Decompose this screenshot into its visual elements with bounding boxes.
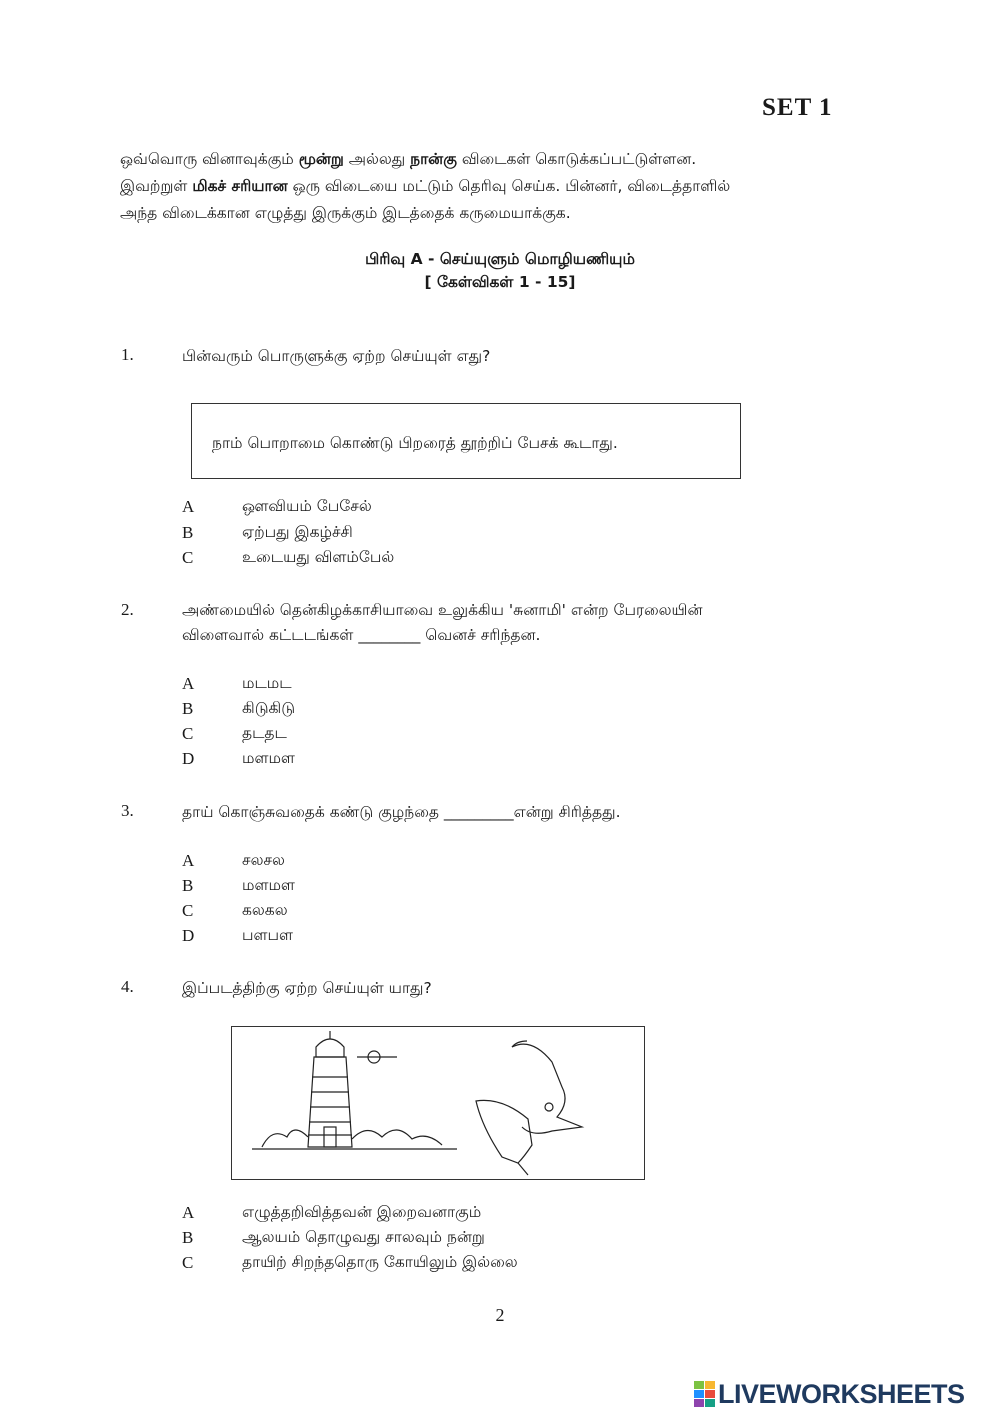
option-text[interactable]: பளபள xyxy=(242,926,294,944)
option-text[interactable]: மளமள xyxy=(242,749,295,767)
option-letter[interactable]: B xyxy=(182,699,194,718)
option-text[interactable]: கலகல xyxy=(242,901,288,919)
liveworksheets-brand: LIVEWORKSHEETS xyxy=(718,1379,965,1409)
question-number: 3. xyxy=(121,801,134,820)
instr-text: ஒவ்வொரு வினாவுக்கும் xyxy=(120,150,299,168)
instr-text: அந்த விடைக்கான எழுத்து இருக்கும் இடத்தைக் கருமையாக்குக. xyxy=(120,204,571,222)
option-letter[interactable]: B xyxy=(182,876,194,895)
temple-prayer-illustration xyxy=(232,1027,644,1179)
liveworksheets-logo[interactable] xyxy=(694,1379,965,1409)
option-text[interactable]: மளமள xyxy=(242,876,295,894)
option-text[interactable]: உடையது விளம்பேல் xyxy=(242,548,395,566)
option-letter[interactable]: D xyxy=(182,749,195,768)
temple-tower-icon xyxy=(308,1057,352,1147)
option-text[interactable]: ஆலயம் தொழுவது சாலவும் நன்று xyxy=(242,1228,485,1246)
instructions xyxy=(120,146,880,227)
option-letter[interactable]: A xyxy=(182,674,195,693)
option-letter[interactable]: C xyxy=(182,1253,194,1272)
option-text[interactable]: சலசல xyxy=(242,851,285,869)
section-subtitle: [ கேள்விகள் 1 - 15] xyxy=(424,273,576,291)
woman-face-icon xyxy=(512,1044,582,1133)
option-text[interactable]: ஏற்பது இகழ்ச்சி xyxy=(242,523,353,541)
meaning-text: நாம் பொறாமை கொண்டு பிறரைத் தூற்றிப் பேசக் கூடாது. xyxy=(212,434,618,452)
option-letter[interactable]: C xyxy=(182,901,194,920)
set-label: SET 1 xyxy=(762,94,833,121)
option-text[interactable]: மடமட xyxy=(242,674,292,692)
praying-hands-icon xyxy=(476,1100,532,1163)
option-text[interactable]: தடதட xyxy=(242,724,287,742)
question-number: 4. xyxy=(121,977,134,996)
question-number: 2. xyxy=(121,600,134,619)
option-letter[interactable]: B xyxy=(182,1228,194,1247)
option-letter[interactable]: B xyxy=(182,523,194,542)
option-text[interactable]: தாயிற் சிறந்ததொரு கோயிலும் இல்லை xyxy=(242,1253,518,1271)
option-text[interactable]: கிடுகிடு xyxy=(242,699,296,717)
question-text: விளைவால் கட்டடங்கள் ________ வெனச் சரிந்தன. xyxy=(182,626,541,644)
option-letter[interactable]: D xyxy=(182,926,195,945)
option-letter[interactable]: A xyxy=(182,497,195,516)
question-text: பின்வரும் பொருளுக்கு ஏற்ற செய்யுள் எது? xyxy=(182,347,491,365)
instr-text: விடைகள் கொடுக்கப்பட்டுள்ளன. xyxy=(456,150,697,168)
option-text[interactable]: ஔவியம் பேசேல் xyxy=(242,497,372,515)
question-text: தாய் கொஞ்சுவதைக் கண்டு குழந்தை _________என்று சிரித்தது. xyxy=(182,803,621,821)
instr-text: ஒரு விடையை மட்டும் தெரிவு செய்க. பின்னர், விடைத்தாளில் xyxy=(287,177,731,195)
option-text[interactable]: எழுத்தறிவித்தவன் இறைவனாகும் xyxy=(242,1203,482,1221)
instr-bold: மூன்று xyxy=(298,150,344,168)
option-letter[interactable]: C xyxy=(182,724,194,743)
option-letter[interactable]: C xyxy=(182,548,194,567)
instr-bold: மிகச் சரியான xyxy=(192,177,288,195)
question-text: அண்மையில் தென்கிழக்காசியாவை உலுக்கிய 'சுனாமி' என்ற பேரலையின் xyxy=(182,601,703,619)
meaning-box xyxy=(191,403,741,479)
instr-text: அல்லது xyxy=(343,150,411,168)
option-letter[interactable]: A xyxy=(182,1203,195,1222)
question-number: 1. xyxy=(121,345,134,364)
instr-text: இவற்றுள் xyxy=(120,177,193,195)
option-letter[interactable]: A xyxy=(182,851,195,870)
picture-box xyxy=(231,1026,645,1180)
liveworksheets-logo-icon xyxy=(694,1381,716,1407)
page-number: 2 xyxy=(495,1305,505,1325)
instr-bold: நான்கு xyxy=(410,150,457,168)
question-text: இப்படத்திற்கு ஏற்ற செய்யுள் யாது? xyxy=(182,979,432,997)
section-title: பிரிவு A - செய்யுளும் மொழியணியும் xyxy=(365,250,635,268)
